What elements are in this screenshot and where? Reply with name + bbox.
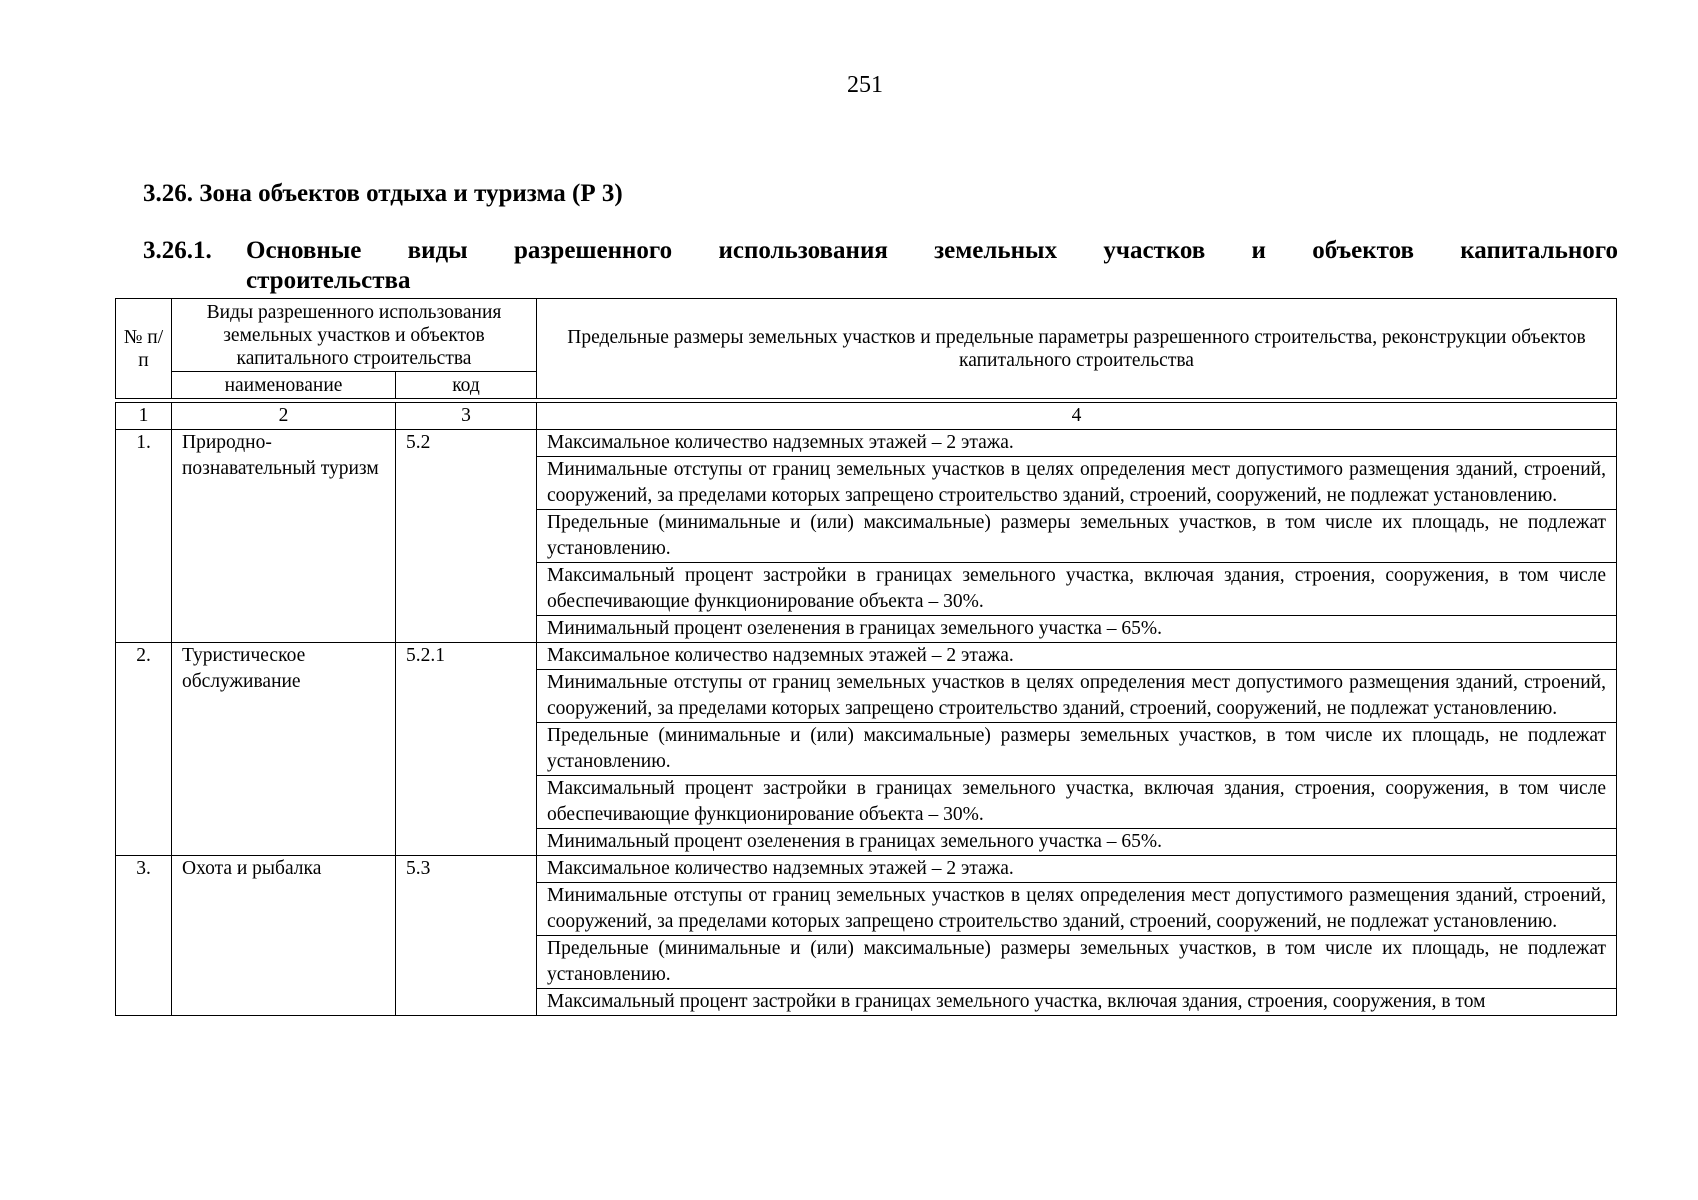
subsection-title-word: и xyxy=(1251,237,1266,264)
page-number: 251 xyxy=(847,72,883,98)
usage-name: Охота и рыбалка xyxy=(172,856,396,1016)
subsection-heading xyxy=(143,236,1618,296)
column-number: 2 xyxy=(172,403,396,430)
column-number: 3 xyxy=(396,403,537,430)
subsection-title-word: земельных xyxy=(934,237,1058,264)
parameter-text: Максимальный процент застройки в границах земельного участка, включая здания, строения, сооружения, в том xyxy=(537,989,1617,1016)
subsection-title-word: разрешенного xyxy=(513,237,673,264)
subsection-title-line1 xyxy=(246,236,1618,266)
column-numbers-row xyxy=(116,403,1617,430)
usage-code: 5.2 xyxy=(396,430,537,643)
parameter-text: Максимальный процент застройки в границах земельного участка, включая здания, строения, сооружения, в том числе обеспечивающие функционирование объекта – 30%. xyxy=(537,563,1617,616)
subsection-title-word: использования xyxy=(718,237,888,264)
table-row xyxy=(116,643,1617,670)
header-code: код xyxy=(396,372,537,399)
subsection-title-word: участков xyxy=(1103,237,1206,264)
subsection-title-word: Основные xyxy=(246,237,362,264)
usage-code: 5.3 xyxy=(396,856,537,1016)
parameter-text: Предельные (минимальные и (или) максимальные) размеры земельных участков, в том числе их площадь, не подлежат установлению. xyxy=(537,510,1617,563)
subsection-number: 3.26.1. xyxy=(143,237,212,264)
usage-name: Природно-познавательный туризм xyxy=(172,430,396,643)
parameter-text: Минимальные отступы от границ земельных участков в целях определения мест допустимого размещения зданий, строений, сооружений, за пределами которых запрещено строительство зданий, строений, сооружений, не подлежат установлению. xyxy=(537,670,1617,723)
subsection-title-word: объектов xyxy=(1312,237,1415,264)
parameter-text: Максимальное количество надземных этажей – 2 этажа. xyxy=(537,643,1617,670)
column-number: 1 xyxy=(116,403,172,430)
usage-code: 5.2.1 xyxy=(396,643,537,856)
subsection-title-line2: строительства xyxy=(246,267,411,294)
header-kinds: Виды разрешенного использования земельных участков и объектов капитального строительства xyxy=(172,299,537,372)
table-row xyxy=(116,856,1617,883)
subsection-title-word: виды xyxy=(407,237,468,264)
parameter-text: Максимальное количество надземных этажей – 2 этажа. xyxy=(537,430,1617,457)
header-number: № п/п xyxy=(116,299,172,399)
header-name: наименование xyxy=(172,372,396,399)
parameter-text: Минимальные отступы от границ земельных участков в целях определения мест допустимого размещения зданий, строений, сооружений, за пределами которых запрещено строительство зданий, строений, сооружений, не подлежат установлению. xyxy=(537,883,1617,936)
table-row xyxy=(116,430,1617,457)
parameter-text: Максимальное количество надземных этажей – 2 этажа. xyxy=(537,856,1617,883)
row-number: 1. xyxy=(116,430,172,643)
row-number: 3. xyxy=(116,856,172,1016)
parameter-text: Предельные (минимальные и (или) максимальные) размеры земельных участков, в том числе их площадь, не подлежат установлению. xyxy=(537,723,1617,776)
header-params: Предельные размеры земельных участков и предельные параметры разрешенного строительства, реконструкции объектов капитального строительства xyxy=(537,299,1617,399)
parameter-text: Предельные (минимальные и (или) максимальные) размеры земельных участков, в том числе их площадь, не подлежат установлению. xyxy=(537,936,1617,989)
usage-name: Туристическое обслуживание xyxy=(172,643,396,856)
section-heading: 3.26. Зона объектов отдыха и туризма (Р 3) xyxy=(143,180,623,207)
row-number: 2. xyxy=(116,643,172,856)
parameter-text: Минимальный процент озеленения в границах земельного участка – 65%. xyxy=(537,616,1617,643)
parameter-text: Минимальные отступы от границ земельных участков в целях определения мест допустимого размещения зданий, строений, сооружений, за пределами которых запрещено строительство зданий, строений, сооружений, не подлежат установлению. xyxy=(537,457,1617,510)
regulations-table xyxy=(115,298,1617,1016)
parameter-text: Максимальный процент застройки в границах земельного участка, включая здания, строения, сооружения, в том числе обеспечивающие функционирование объекта – 30%. xyxy=(537,776,1617,829)
column-number: 4 xyxy=(537,403,1617,430)
subsection-title-word: капитального xyxy=(1460,237,1618,264)
parameter-text: Минимальный процент озеленения в границах земельного участка – 65%. xyxy=(537,829,1617,856)
